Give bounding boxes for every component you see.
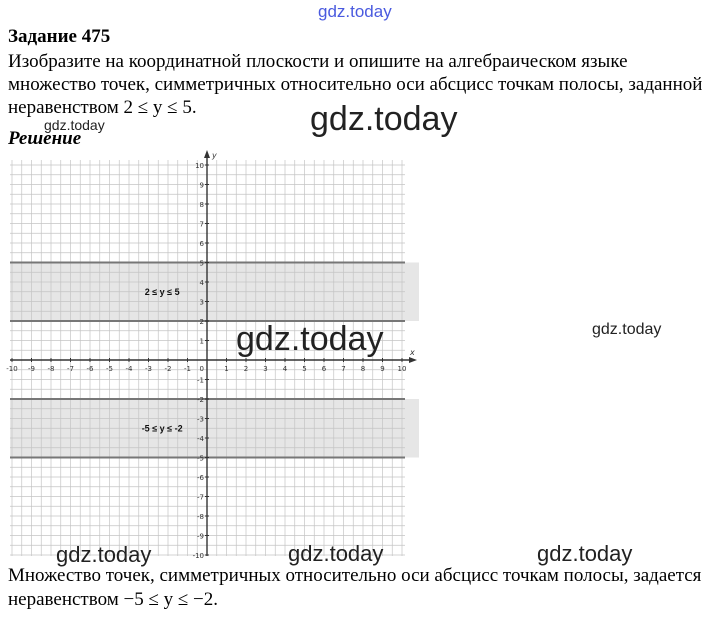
- answer-text: Множество точек, симметричных относительно оси абсцисс точкам полосы, задается неравенством −5 ≤ y ≤ −2.: [8, 565, 702, 610]
- y-tick-label: -8: [197, 513, 204, 521]
- watermark-big-center: gdz.today: [236, 320, 384, 358]
- x-tick-label: 8: [360, 365, 366, 373]
- y-tick-label: -1: [197, 376, 204, 385]
- band-label: 2 ≤ y ≤ 5: [144, 286, 180, 297]
- y-axis-label: y: [212, 151, 217, 160]
- x-axis-arrow-icon: [409, 357, 417, 363]
- x-tick-label: 6: [321, 365, 327, 373]
- y-tick-label: -5: [197, 454, 204, 463]
- x-tick-label: -1: [184, 365, 191, 373]
- x-tick-label: -4: [125, 365, 133, 373]
- x-tick-label: 2: [243, 365, 249, 373]
- x-tick-label: 10: [397, 365, 407, 373]
- x-tick-label: -10: [6, 365, 18, 373]
- watermark-small-left: gdz.today: [44, 117, 105, 133]
- y-tick-label: 1: [199, 337, 204, 346]
- y-tick-label: 5: [199, 259, 204, 268]
- y-tick-label: 3: [199, 298, 204, 307]
- watermark-bottom-middle: gdz.today: [288, 541, 384, 566]
- x-tick-label: 1: [224, 365, 229, 373]
- y-tick-label: 6: [199, 240, 204, 248]
- watermark-bottom-left: gdz.today: [56, 542, 152, 567]
- y-tick-label: -6: [197, 474, 204, 482]
- watermark-top: gdz.today: [318, 2, 392, 21]
- x-tick-label: -5: [106, 365, 113, 373]
- y-tick-label: -3: [197, 415, 204, 424]
- solution-label: Решение: [8, 128, 82, 149]
- y-tick-label: 8: [199, 201, 204, 209]
- x-tick-label: -9: [28, 365, 35, 373]
- y-tick-label: 2: [199, 318, 204, 326]
- x-tick-label: -3: [145, 365, 152, 373]
- y-tick-label: 10: [195, 162, 204, 170]
- x-axis-label: x: [410, 348, 415, 357]
- y-tick-label: -4: [197, 435, 204, 443]
- watermark-big-top: gdz.today: [310, 100, 458, 138]
- x-tick-label: 4: [282, 365, 288, 373]
- y-tick-label: -2: [197, 396, 204, 404]
- x-tick-label: -2: [164, 365, 172, 373]
- y-tick-label: 7: [199, 220, 204, 229]
- x-tick-label: -8: [47, 365, 55, 373]
- y-tick-label: -7: [197, 493, 204, 502]
- x-tick-label: -6: [86, 365, 94, 373]
- task-text: Изобразите на координатной плоскости и опишите на алгебраическом языке множество точек, симметричных относительно оси абсцисс точкам полосы, заданной неравенством 2 ≤ y ≤ 5.: [8, 51, 703, 118]
- task-title: Задание 475: [8, 26, 111, 47]
- origin-label: 0: [199, 365, 204, 373]
- x-tick-label: 5: [302, 365, 307, 373]
- x-tick-label: 3: [263, 365, 268, 373]
- watermark-right: gdz.today: [592, 321, 662, 338]
- watermark-bottom-right: gdz.today: [537, 541, 633, 566]
- x-tick-label: 9: [380, 365, 385, 373]
- y-tick-label: 9: [199, 181, 204, 190]
- y-tick-label: 4: [199, 279, 204, 287]
- y-axis-arrow-icon: [204, 150, 210, 158]
- x-tick-label: -7: [67, 365, 74, 373]
- band-label: -5 ≤ y ≤ -2: [141, 423, 183, 434]
- x-tick-label: 7: [341, 365, 346, 373]
- y-tick-label: -10: [192, 552, 204, 560]
- y-tick-label: -9: [197, 532, 204, 541]
